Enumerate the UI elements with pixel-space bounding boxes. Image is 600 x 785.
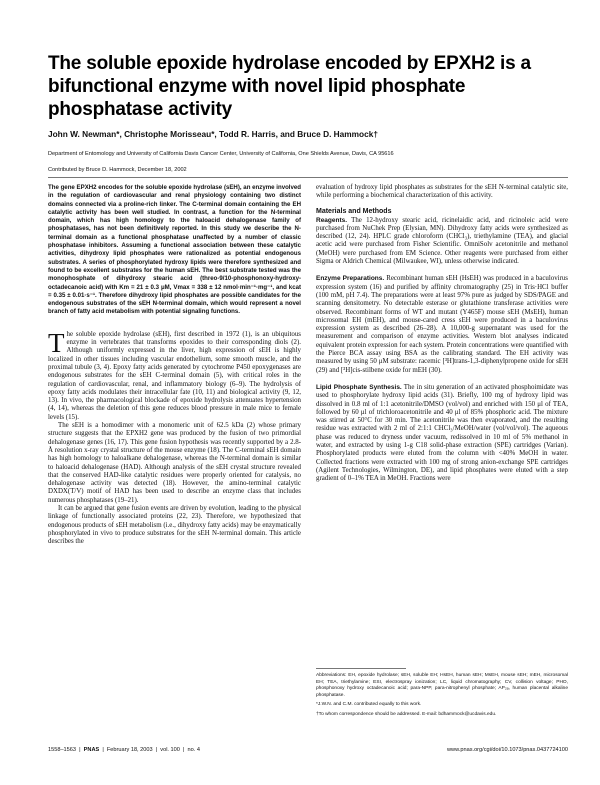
footer-citation: 1558–1563 | PNAS | February 18, 2003 | vol. 100 | no. 4	[48, 747, 200, 753]
footer-issue: no. 4	[187, 747, 200, 753]
footer-pages: 1558–1563	[48, 747, 76, 753]
abstract: The gene EPXH2 encodes for the soluble epoxide hydrolase (sEH), an enzyme involved in the regulation of cardiovascular and renal physiology containing two distinct domains connected via a proline-rich linker. The C-terminal domain containing the EH catalytic activity has been well studied. In contrast, a function for the N-terminal domain, which has high homology to the haloacid dehalogenase family of phosphatases, has not been definitively reported. In this study we describe the N-terminal domain as a functional phosphatase unaffected by a number of classic phosphatase inhibitors. Assuming a functional association between these catalytic activities, dihydroxy lipid phosphates were rationalized as potential endogenous substrates. A series of phosphorylated hydroxy lipids were therefore synthesized and found to be excellent substrates for the human sEH. The best substrate tested was the monophosphate of dihydroxy stearic acid (threo-9/10-phosphonoxy-hydroxy-octadecanoic acid) with Km = 21 ± 0.3 μM, Vmax = 338 ± 12 nmol·min⁻¹·mg⁻¹, and kcat = 0.35 ± 0.01·s⁻¹. Therefore dihydroxy lipid phosphates are possible candidates for the endogenous substrates of the sEH N-terminal domain, which would represent a novel branch of fatty acid metabolism with potential signaling functions.	[48, 184, 301, 316]
body-paragraph: It can be argued that gene fusion events are driven by evolution, leading to the physical linkage of functionally associated proteins (22, 23). Therefore, we hypothesized that endogenous products of sEH metabolism (i.e., dihydroxy fatty acids) may be enzymatically phosphorylated in vivo to produce substrates for the sEH N-terminal domain. This article describes the	[48, 504, 301, 546]
footer-doi-link[interactable]: www.pnas.org/cgi/doi/10.1073/pnas.0437724100	[447, 747, 568, 753]
footer-journal: PNAS	[83, 747, 100, 753]
body-paragraph: The sEH is a homodimer with a monomeric unit of 62.5 kDa (2) whose primary structure suggests that the EPXH2 gene was produced by the fusion of two primordial dehalogenase genes (16, 17). This gene fusion hypothesis was recently supported by a 2.8-Å resolution x-ray crystal structure of the mouse enzyme (18). The C-terminal sEH domain has high homology to haloalkane dehalogenase, whereas the N-terminal domain is similar to haloacid dehalogenase (HAD). Although analysis of the sEH crystal structure revealed that the conserved HAD-like catalytic residues were properly oriented for catalysis, no dehalogenase activity was detected (18). However, the amino-terminal catalytic DXDX(T/V) motif of HAD has been used to describe an enzyme class that includes numerous phosphatases (19–21).	[48, 422, 301, 504]
lipid-paragraph	[316, 384, 568, 484]
footer-volume: vol. 100	[160, 747, 180, 753]
section-heading-methods: Materials and Methods	[316, 207, 392, 215]
footnote-divider	[316, 668, 406, 669]
author-list: John W. Newman*, Christophe Morisseau*, Todd R. Harris, and Bruce D. Hammock†	[48, 129, 378, 139]
intro-paragraph	[48, 327, 301, 422]
footer-date: February 18, 2003	[106, 747, 153, 753]
contributed-by: Contributed by Bruce D. Hammock, December 18, 2002	[48, 167, 187, 173]
intro-paragraph-text: he soluble epoxide hydrolase (sEH), first described in 1972 (1), is an ubiquitous enzyme in vertebrates that transforms epoxides to their corresponding diols (2). Although uniformly expressed in the liver, high expression of sEH is highly localized in other tissues including vascular endothelium, some smooth muscle, and the proximal tubule (3, 4). Epoxy fatty acids generated by cytochrome P450 epoxygenases are endogenous substrates for the sEH C-terminal domain (5), with critical roles in the regulation of cardiovascular, renal, and inflammatory biology (6–9). The hydrolysis of epoxy fatty acids modulates their intracellular fate (10, 11) and biological activity (9, 12, 13). In vivo, the pharmacological blockade of epoxide hydrolysis attenuates hypertension (4, 14), whereas the deletion of this gene reduces blood pressure in male mice to female levels (15).	[48, 330, 301, 421]
right-column	[316, 184, 568, 484]
subsection-heading: Lipid Phosphate Synthesis.	[316, 383, 402, 391]
lipid-text: The in situ generation of an activated phosphoimidate was used to phosphorylate hydroxy lipid acids (31). Briefly, 100 mg of hydroxy lipid was dissolved in 0.8 ml of 1:1 acetonitrile/DMSO (vol/vol) and enriched with 150 μl of TEA, followed by 60 μl of trichloroacetonitrile and 40 μl of 85% phosphoric acid. The mixture was stirred at 50°C for 30 min. The acetonitrile was then evaporated, and the resulting residue was extracted with 2 ml of 2:1:1 CHCl₃/MeOH/water (vol/vol/vol). The aqueous phase was reduced to dryness under vacuum, redissolved in 10 ml of 5% methanol in water, and extracted by using 1-g C18 solid-phase extraction (SPE) cartridges (Varian). Phosphorylated products were eluted from the column with <40% MeOH in water. Collected fractions were extracted with 100 mg of strong anion-exchange SPE cartridges (Agilent Technologies, Wilmington, DE), and lipid phosphates were eluted with a step gradient of 0–1% TEA in MeOH. Fractions were	[316, 383, 568, 483]
paper-title: The soluble epoxide hydrolase encoded by EPXH2 is a bifunctional enzyme with novel lipid phosphate phosphatase activity	[48, 53, 531, 120]
subsection-heading: Reagents.	[316, 216, 348, 224]
footnotes	[316, 673, 568, 722]
footnote-correspondence: †To whom correspondence should be addressed. E-mail: bdhammock@ucdavis.edu.	[316, 711, 497, 717]
body-paragraph: evaluation of hydroxy lipid phosphates as substrates for the sEH N-terminal catalytic site, while performing a biochemical characterization of this activity.	[316, 184, 568, 200]
drop-cap: T	[48, 327, 65, 358]
enzyme-paragraph	[316, 275, 568, 375]
enzyme-text: Recombinant human sEH (HsEH) was produced in a baculovirus expression system (16) and purified by affinity chromatography (25) in Tris·HCl buffer (100 mM, pH 7.4). The preparations were at least 97% pure as judged by SDS/PAGE and scanning densitometry. No detectable esterase or glutathione transferase activities were observed. Recombinant forms of WT and mutant (Y465F) mouse sEH (MsEH), human microsomal EH (mEH), and mouse-cared cress sEH were produced in a baculovirus expression system as described (26–28). A 10,000-g supernatant was used for the measurement and comparison of enzyme activities. Western blot analyses indicated equivalent protein expression for each system. Protein concentrations were quantified with the Pierce BCA assay using BSA as the calibrating standard. The EH activity was measured by using 50 μM substrate: racemic [³H]trans-1,3-diphenylpropene oxide for sEH (29) and [³H]cis-stilbene oxide for mEH (30).	[316, 275, 568, 374]
header-divider	[48, 177, 568, 178]
reagents-text: The 12-hydroxy stearic acid, ricinelaidic acid, and ricinoleic acid were purchased from NuChek Prep (Elysian, MN). Dihydroxy fatty acids were synthesized as described (12, 24). HPLC grade chloroform (CHCl₃), triethylamine (TEA), and glacial acetic acid were purchased from Fisher Scientific. OmniSolv acetonitrile and methanol (MeOH) were purchased from EM Science. Other reagents were purchased from either Sigma or Aldrich Chemical (Milwaukee, WI), unless otherwise indicated.	[316, 216, 568, 266]
affiliation: Department of Entomology and University of California Davis Cancer Center, University of California, One Shields Avenue, Davis, CA 95616	[48, 151, 394, 157]
reagents-paragraph	[316, 217, 568, 267]
footnote-abbreviations: Abbreviations: EH, epoxide hydrolase; sEH, soluble EH; HsEH, human sEH; MsEH, mouse sEH; mEH, microsomal EH; TEA, triethylamine; ESI, electrospray ionization; LC, liquid chromatography; CV, collision voltage; PHO, phosphonoxy hydroxy octadecanoic acid; para-NPP, para-nitrophenyl phosphate; AP₂ₐ, human placental alkaline phosphatase.	[316, 673, 568, 698]
left-column	[48, 184, 301, 546]
subsection-heading: Enzyme Preparations.	[316, 275, 385, 283]
footnote-equal-contribution: *J.W.N. and C.M. contributed equally to this work.	[316, 702, 422, 708]
